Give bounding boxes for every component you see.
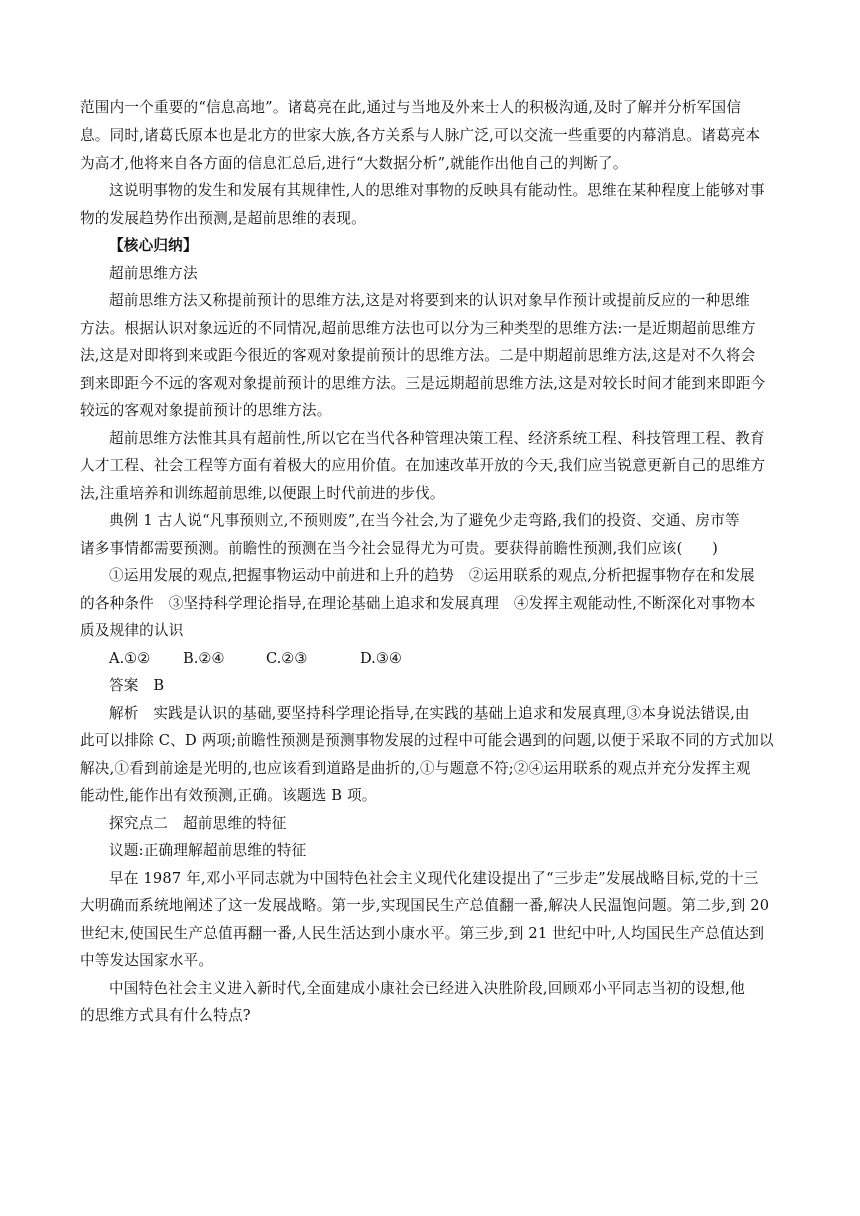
analysis-line: 解析 实践是认识的基础,要坚持科学理论指导,在实践的基础上追求和发展真理,③本身说法错误,由 <box>109 705 750 722</box>
analysis-line: 解决,①看到前途是光明的,也应该看到道路是曲折的,①与题意不符;②④运用联系的观点并充分发挥主观 <box>80 760 751 777</box>
choices-line: 质及规律的认识 <box>80 622 184 639</box>
paragraph-line: 息。同时,诸葛氏原本也是北方的世家大族,各方关系与人脉广泛,可以交流一些重要的内幕消息。诸葛亮本 <box>80 127 761 144</box>
choices-line: 的各种条件 ③坚持科学理论指导,在理论基础上追求和发展真理 ④发挥主观能动性,不断深化对事物本 <box>80 595 756 612</box>
paragraph-line: 这说明事物的发生和发展有其规律性,人的思维对事物的反映具有能动性。思维在某种程度上能够对事 <box>109 182 765 199</box>
paragraph-line: 法,这是对即将到来或距今很近的客观对象提前预计的思维方法。二是中期超前思维方法,这是对不久将会 <box>80 347 756 364</box>
analysis-line: 能动性,能作出有效预测,正确。该题选 B 项。 <box>80 787 377 804</box>
option-b: B.②④ <box>183 650 225 667</box>
paragraph-line: 方法。根据认识对象远近的不同情况,超前思维方法也可以分为三种类型的思维方法:一是近期超前思维方 <box>80 320 756 337</box>
paragraph-line: 人才工程、社会工程等方面有着极大的应用价值。在加速改革开放的今天,我们应当锐意更新自己的思维方 <box>80 457 766 474</box>
paragraph-line: 到来即距今不远的客观对象提前预计的思维方法。三是远期超前思维方法,这是对较长时间才能到来即距今 <box>80 375 766 392</box>
option-a: A.①② <box>109 650 151 667</box>
subheading: 超前思维方法 <box>109 265 198 282</box>
topic-line: 议题:正确理解超前思维的特征 <box>109 842 307 859</box>
paragraph-line: 大明确而系统地阐述了这一发展战略。第一步,实现国民生产总值翻一番,解决人民温饱问题。第二步,到 20 <box>80 897 770 914</box>
answer-line: 答案 B <box>109 677 165 694</box>
choices-line: ①运用发展的观点,把握事物运动中前进和上升的趋势 ②运用联系的观点,分析把握事物存在和发展 <box>109 567 755 584</box>
question-line: 的思维方式具有什么特点? <box>80 1007 251 1024</box>
paragraph-line: 世纪末,使国民生产总值再翻一番,人民生活达到小康水平。第三步,到 21 世纪中叶,人均国民生产总值达到 <box>80 925 765 942</box>
analysis-line: 此可以排除 C、D 两项;前瞻性预测是预测事物发展的过程中可能会遇到的问题,以便于采取不同的方式加以 <box>80 732 774 749</box>
paragraph-line: 中等发达国家水平。 <box>80 952 214 969</box>
question-line: 中国特色社会主义进入新时代,全面建成小康社会已经进入决胜阶段,回顾邓小平同志当初的设想,他 <box>109 980 745 997</box>
paragraph-line: 为高才,他将来自各方面的信息汇总后,进行“大数据分析”,就能作出他自己的判断了。 <box>80 155 628 172</box>
section-heading: 【核心归纳】 <box>109 237 198 254</box>
paragraph-line: 早在 1987 年,邓小平同志就为中国特色社会主义现代化建设提出了“三步走”发展战略目标,党的十三 <box>109 870 759 887</box>
example-line: 诸多事情都需要预测。前瞻性的预测在当今社会显得尤为可贵。要获得前瞻性预测,我们应该( ) <box>80 540 718 557</box>
option-d: D.③④ <box>360 650 402 667</box>
section-title: 探究点二 超前思维的特征 <box>109 815 287 832</box>
example-line: 典例 1 古人说“凡事预则立,不预则废”,在当今社会,为了避免少走弯路,我们的投资、交通、房市等 <box>109 512 740 529</box>
paragraph-line: 超前思维方法又称提前预计的思维方法,这是对将要到来的认识对象早作预计或提前反应的一种思维 <box>109 292 750 309</box>
paragraph-line: 较远的客观对象提前预计的思维方法。 <box>80 402 332 419</box>
paragraph-line: 范围内一个重要的“信息高地”。诸葛亮在此,通过与当地及外来士人的积极沟通,及时了解并分析军国信 <box>80 99 742 116</box>
option-c: C.②③ <box>266 650 308 667</box>
paragraph-line: 法,注重培养和训练超前思维,以便跟上时代前进的步伐。 <box>80 485 445 502</box>
paragraph-line: 超前思维方法惟其具有超前性,所以它在当代各种管理决策工程、经济系统工程、科技管理工程、教育 <box>109 430 765 447</box>
paragraph-line: 物的发展趋势作出预测,是超前思维的表现。 <box>80 210 366 227</box>
